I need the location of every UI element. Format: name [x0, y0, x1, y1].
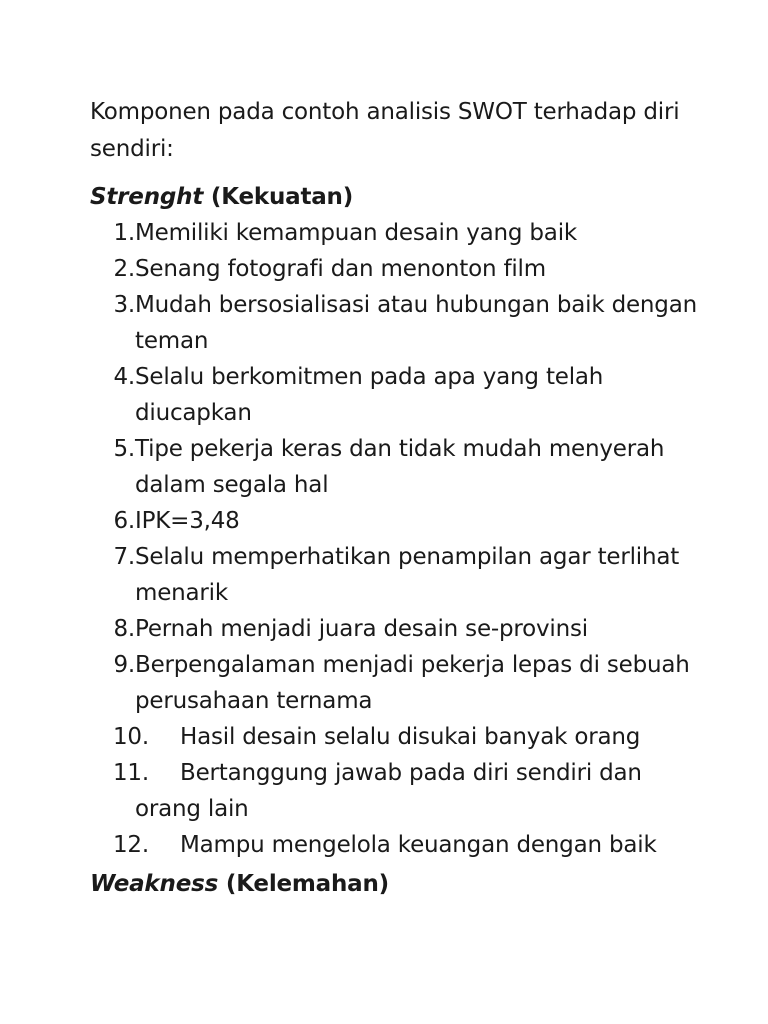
- list-item: [90, 251, 710, 287]
- document-page: [90, 94, 710, 902]
- section-title-en: Weakness: [90, 871, 219, 897]
- list-item-number: 6.: [113, 508, 135, 534]
- list-item-text: Selalu berkomitmen pada apa yang telah diucapkan: [135, 364, 604, 426]
- list-item-text: Memiliki kemampuan desain yang baik: [135, 220, 578, 246]
- section-title-en: Strenght: [90, 184, 204, 210]
- list-item: [90, 827, 710, 863]
- list-item-number: 10.: [113, 724, 149, 750]
- list-item-number: 5.: [113, 436, 135, 462]
- section-heading-strength: [90, 182, 710, 212]
- list-item: [90, 503, 710, 539]
- intro-paragraph: Komponen pada contoh analisis SWOT terhadap diri sendiri:: [90, 99, 680, 162]
- list-item-text: Mampu mengelola keuangan dengan baik: [180, 832, 657, 858]
- list-item: [90, 359, 710, 431]
- list-item-number: 7.: [113, 544, 135, 570]
- list-item-text: Senang fotografi dan menonton film: [135, 256, 546, 282]
- list-item-number: 12.: [113, 832, 149, 858]
- list-item: [90, 287, 710, 359]
- list-item-text: Tipe pekerja keras dan tidak mudah menyerah dalam segala hal: [135, 436, 665, 498]
- section-title-id: (Kelemahan): [225, 871, 389, 897]
- list-item-text: Mudah bersosialisasi atau hubungan baik dengan teman: [135, 292, 697, 354]
- list-item-text: Hasil desain selalu disukai banyak orang: [180, 724, 641, 750]
- list-item-text: Selalu memperhatikan penampilan agar terlihat menarik: [135, 544, 680, 606]
- list-item: [90, 647, 710, 719]
- list-item: [90, 611, 710, 647]
- list-item-number: 8.: [113, 616, 135, 642]
- list-item-number: 3.: [113, 292, 135, 318]
- list-item-number: 4.: [113, 364, 135, 390]
- strength-list: [90, 215, 710, 863]
- list-item-number: 11.: [113, 760, 149, 786]
- list-item: [90, 431, 710, 503]
- section-heading-weakness: [90, 869, 710, 899]
- list-item: [90, 539, 710, 611]
- list-item-number: 1.: [113, 220, 135, 246]
- list-item-text: Berpengalaman menjadi pekerja lepas di sebuah perusahaan ternama: [135, 652, 690, 714]
- section-title-id: (Kekuatan): [210, 184, 354, 210]
- list-item: [90, 755, 710, 827]
- list-item-text: IPK=3,48: [135, 508, 240, 534]
- list-item: [90, 215, 710, 251]
- list-item-number: 2.: [113, 256, 135, 282]
- list-item-text: Bertanggung jawab pada diri sendiri dan orang lain: [135, 760, 642, 822]
- list-item: [90, 719, 710, 755]
- list-item-number: 9.: [113, 652, 135, 678]
- list-item-text: Pernah menjadi juara desain se-provinsi: [135, 616, 588, 642]
